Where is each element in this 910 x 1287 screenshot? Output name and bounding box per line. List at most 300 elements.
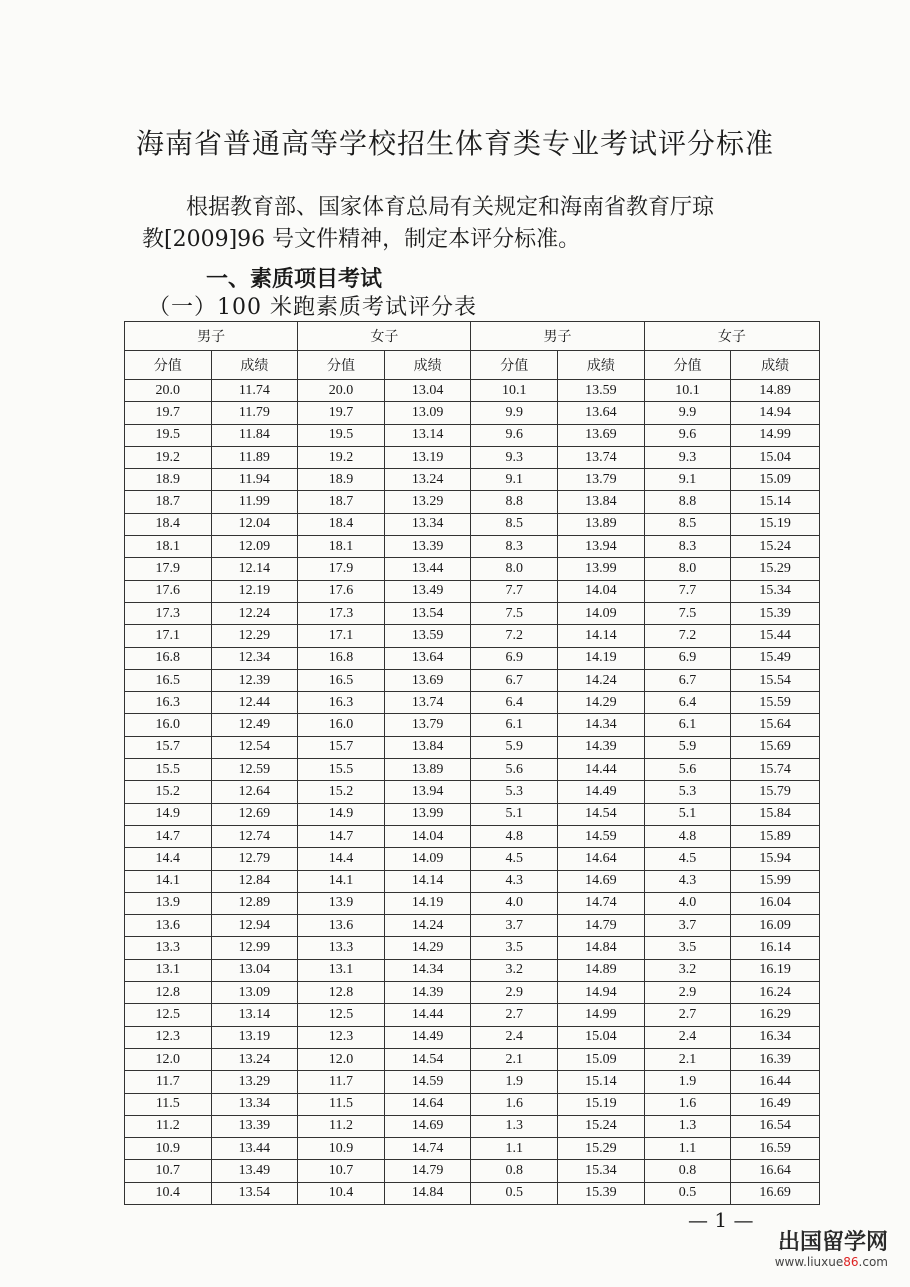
score-cell: 18.1 — [298, 536, 385, 558]
score-cell: 10.7 — [298, 1160, 385, 1182]
score-cell: 15.5 — [125, 759, 212, 781]
score-cell: 1.6 — [471, 1093, 558, 1115]
score-cell: 11.7 — [298, 1071, 385, 1093]
score-cell: 6.9 — [644, 647, 731, 669]
table-row — [125, 892, 820, 914]
result-cell: 15.39 — [731, 602, 820, 624]
score-cell: 0.8 — [644, 1160, 731, 1182]
result-cell: 13.79 — [384, 714, 471, 736]
result-cell: 14.94 — [731, 402, 820, 424]
score-cell: 16.5 — [298, 669, 385, 691]
table-row — [125, 982, 820, 1004]
result-cell: 12.04 — [211, 513, 298, 535]
score-cell: 2.7 — [471, 1004, 558, 1026]
score-cell: 10.9 — [125, 1138, 212, 1160]
table-row — [125, 513, 820, 535]
score-cell: 3.2 — [644, 959, 731, 981]
result-cell: 16.69 — [731, 1182, 820, 1204]
table-row — [125, 870, 820, 892]
score-cell: 7.7 — [471, 580, 558, 602]
score-cell: 4.5 — [471, 848, 558, 870]
table-row — [125, 469, 820, 491]
result-cell: 14.79 — [384, 1160, 471, 1182]
result-cell: 15.59 — [731, 692, 820, 714]
result-cell: 13.94 — [384, 781, 471, 803]
result-cell: 16.24 — [731, 982, 820, 1004]
sub-header-result: 成绩 — [731, 351, 820, 380]
result-cell: 14.44 — [384, 1004, 471, 1026]
result-cell: 14.74 — [384, 1138, 471, 1160]
sub-header-result: 成绩 — [558, 351, 645, 380]
result-cell: 13.94 — [558, 536, 645, 558]
score-cell: 5.3 — [471, 781, 558, 803]
result-cell: 16.54 — [731, 1115, 820, 1137]
result-cell: 11.84 — [211, 424, 298, 446]
table-row — [125, 937, 820, 959]
result-cell: 16.09 — [731, 915, 820, 937]
result-cell: 12.94 — [211, 915, 298, 937]
score-table-body — [125, 380, 820, 1205]
result-cell: 15.24 — [558, 1115, 645, 1137]
score-cell: 12.5 — [125, 1004, 212, 1026]
score-cell: 11.7 — [125, 1071, 212, 1093]
result-cell: 15.19 — [731, 513, 820, 535]
result-cell: 11.79 — [211, 402, 298, 424]
result-cell: 12.89 — [211, 892, 298, 914]
score-cell: 14.1 — [125, 870, 212, 892]
result-cell: 13.39 — [384, 536, 471, 558]
score-cell: 17.6 — [125, 580, 212, 602]
score-cell: 5.1 — [471, 803, 558, 825]
result-cell: 14.79 — [558, 915, 645, 937]
table-sub-header-row — [125, 351, 820, 380]
score-cell: 19.5 — [298, 424, 385, 446]
score-cell: 12.8 — [125, 982, 212, 1004]
result-cell: 15.54 — [731, 669, 820, 691]
score-cell: 15.7 — [298, 736, 385, 758]
result-cell: 14.54 — [558, 803, 645, 825]
site-watermark — [775, 1231, 888, 1269]
result-cell: 13.69 — [558, 424, 645, 446]
sub-header-score: 分值 — [125, 351, 212, 380]
result-cell: 15.84 — [731, 803, 820, 825]
score-cell: 8.5 — [644, 513, 731, 535]
result-cell: 13.84 — [558, 491, 645, 513]
score-cell: 1.3 — [644, 1115, 731, 1137]
score-cell: 4.0 — [471, 892, 558, 914]
score-cell: 17.9 — [125, 558, 212, 580]
result-cell: 13.74 — [384, 692, 471, 714]
result-cell: 14.69 — [384, 1115, 471, 1137]
result-cell: 14.94 — [558, 982, 645, 1004]
score-cell: 12.0 — [125, 1048, 212, 1070]
result-cell: 12.79 — [211, 848, 298, 870]
score-cell: 8.0 — [644, 558, 731, 580]
result-cell: 15.24 — [731, 536, 820, 558]
result-cell: 13.09 — [384, 402, 471, 424]
table-row — [125, 1071, 820, 1093]
result-cell: 14.29 — [558, 692, 645, 714]
table-row — [125, 380, 820, 402]
score-cell: 5.1 — [644, 803, 731, 825]
table-row — [125, 669, 820, 691]
score-cell: 19.2 — [125, 446, 212, 468]
table-row — [125, 1026, 820, 1048]
score-cell: 6.1 — [471, 714, 558, 736]
result-cell: 16.49 — [731, 1093, 820, 1115]
table-row — [125, 1182, 820, 1204]
score-cell: 12.0 — [298, 1048, 385, 1070]
score-cell: 11.5 — [125, 1093, 212, 1115]
score-cell: 3.7 — [644, 915, 731, 937]
result-cell: 13.04 — [211, 959, 298, 981]
result-cell: 16.04 — [731, 892, 820, 914]
score-cell: 4.8 — [644, 825, 731, 847]
table-row — [125, 602, 820, 624]
score-cell: 12.5 — [298, 1004, 385, 1026]
result-cell: 12.64 — [211, 781, 298, 803]
score-cell: 3.2 — [471, 959, 558, 981]
score-cell: 3.7 — [471, 915, 558, 937]
score-cell: 14.9 — [125, 803, 212, 825]
result-cell: 14.34 — [558, 714, 645, 736]
score-cell: 17.1 — [125, 625, 212, 647]
result-cell: 12.49 — [211, 714, 298, 736]
result-cell: 14.89 — [731, 380, 820, 402]
score-cell: 9.1 — [471, 469, 558, 491]
score-cell: 0.8 — [471, 1160, 558, 1182]
table-row — [125, 848, 820, 870]
result-cell: 12.09 — [211, 536, 298, 558]
score-cell: 0.5 — [644, 1182, 731, 1204]
result-cell: 13.39 — [211, 1115, 298, 1137]
score-cell: 9.6 — [471, 424, 558, 446]
result-cell: 12.44 — [211, 692, 298, 714]
result-cell: 13.89 — [384, 759, 471, 781]
score-cell: 5.6 — [644, 759, 731, 781]
table-group-header-row — [125, 322, 820, 351]
result-cell: 14.89 — [558, 959, 645, 981]
score-cell: 4.3 — [471, 870, 558, 892]
score-cell: 9.6 — [644, 424, 731, 446]
result-cell: 13.24 — [384, 469, 471, 491]
watermark-text: 出国留学网 — [777, 1230, 888, 1255]
result-cell: 15.64 — [731, 714, 820, 736]
result-cell: 14.49 — [558, 781, 645, 803]
score-cell: 4.8 — [471, 825, 558, 847]
score-cell: 8.5 — [471, 513, 558, 535]
result-cell: 15.29 — [558, 1138, 645, 1160]
result-cell: 14.59 — [558, 825, 645, 847]
score-cell: 17.6 — [298, 580, 385, 602]
score-cell: 0.5 — [471, 1182, 558, 1204]
result-cell: 14.69 — [558, 870, 645, 892]
score-cell: 2.4 — [471, 1026, 558, 1048]
result-cell: 12.69 — [211, 803, 298, 825]
result-cell: 16.19 — [731, 959, 820, 981]
result-cell: 13.49 — [211, 1160, 298, 1182]
result-cell: 13.29 — [211, 1071, 298, 1093]
table-row — [125, 759, 820, 781]
group-header-male-1: 男子 — [125, 322, 298, 351]
result-cell: 13.64 — [558, 402, 645, 424]
sub-header-score: 分值 — [298, 351, 385, 380]
result-cell: 12.14 — [211, 558, 298, 580]
score-cell: 18.9 — [125, 469, 212, 491]
result-cell: 15.29 — [731, 558, 820, 580]
result-cell: 13.59 — [558, 380, 645, 402]
result-cell: 14.24 — [384, 915, 471, 937]
score-cell: 12.3 — [298, 1026, 385, 1048]
result-cell: 14.99 — [731, 424, 820, 446]
score-cell: 10.4 — [298, 1182, 385, 1204]
score-cell: 13.1 — [125, 959, 212, 981]
score-cell: 16.5 — [125, 669, 212, 691]
score-cell: 2.4 — [644, 1026, 731, 1048]
score-cell: 6.7 — [644, 669, 731, 691]
score-cell: 4.5 — [644, 848, 731, 870]
result-cell: 14.39 — [558, 736, 645, 758]
sub-header-result: 成绩 — [384, 351, 471, 380]
score-cell: 8.3 — [471, 536, 558, 558]
result-cell: 12.59 — [211, 759, 298, 781]
result-cell: 14.09 — [384, 848, 471, 870]
table-row — [125, 1004, 820, 1026]
score-cell: 14.1 — [298, 870, 385, 892]
result-cell: 12.24 — [211, 602, 298, 624]
result-cell: 12.34 — [211, 647, 298, 669]
score-cell: 18.4 — [298, 513, 385, 535]
result-cell: 13.69 — [384, 669, 471, 691]
result-cell: 14.74 — [558, 892, 645, 914]
score-cell: 10.9 — [298, 1138, 385, 1160]
score-cell: 2.1 — [644, 1048, 731, 1070]
result-cell: 15.74 — [731, 759, 820, 781]
intro-paragraph — [142, 192, 782, 256]
result-cell: 14.84 — [558, 937, 645, 959]
result-cell: 15.89 — [731, 825, 820, 847]
result-cell: 15.19 — [558, 1093, 645, 1115]
result-cell: 12.84 — [211, 870, 298, 892]
score-cell: 5.9 — [471, 736, 558, 758]
score-cell: 13.1 — [298, 959, 385, 981]
watermark-url-prefix: www.liuxue — [774, 1255, 844, 1269]
table-row — [125, 580, 820, 602]
score-cell: 9.3 — [471, 446, 558, 468]
score-cell: 17.1 — [298, 625, 385, 647]
score-cell: 19.2 — [298, 446, 385, 468]
score-cell: 1.9 — [471, 1071, 558, 1093]
table-row — [125, 736, 820, 758]
score-cell: 17.9 — [298, 558, 385, 580]
result-cell: 13.74 — [558, 446, 645, 468]
result-cell: 15.09 — [558, 1048, 645, 1070]
section-heading-1: 一、素质项目考试 — [206, 267, 383, 292]
result-cell: 16.14 — [731, 937, 820, 959]
result-cell: 14.84 — [384, 1182, 471, 1204]
result-cell: 13.64 — [384, 647, 471, 669]
score-cell: 12.3 — [125, 1026, 212, 1048]
score-cell: 13.3 — [125, 937, 212, 959]
table-row — [125, 1138, 820, 1160]
result-cell: 15.79 — [731, 781, 820, 803]
result-cell: 14.64 — [384, 1093, 471, 1115]
table-row — [125, 558, 820, 580]
table-row — [125, 625, 820, 647]
score-cell: 15.7 — [125, 736, 212, 758]
result-cell: 13.14 — [211, 1004, 298, 1026]
score-cell: 6.9 — [471, 647, 558, 669]
score-cell: 14.7 — [125, 825, 212, 847]
score-cell: 16.3 — [298, 692, 385, 714]
group-header-male-2: 男子 — [471, 322, 644, 351]
score-cell: 9.9 — [471, 402, 558, 424]
result-cell: 13.99 — [558, 558, 645, 580]
result-cell: 12.74 — [211, 825, 298, 847]
watermark-url-suffix: .com — [858, 1255, 888, 1269]
score-cell: 13.6 — [298, 915, 385, 937]
score-cell: 1.6 — [644, 1093, 731, 1115]
result-cell: 14.14 — [384, 870, 471, 892]
result-cell: 15.44 — [731, 625, 820, 647]
score-cell: 18.7 — [125, 491, 212, 513]
score-cell: 11.2 — [298, 1115, 385, 1137]
score-cell: 16.0 — [298, 714, 385, 736]
result-cell: 16.29 — [731, 1004, 820, 1026]
score-cell: 2.1 — [471, 1048, 558, 1070]
score-cell: 17.3 — [125, 602, 212, 624]
score-cell: 19.5 — [125, 424, 212, 446]
score-cell: 7.7 — [644, 580, 731, 602]
score-cell: 13.9 — [125, 892, 212, 914]
result-cell: 14.04 — [384, 825, 471, 847]
score-cell: 7.5 — [644, 602, 731, 624]
result-cell: 15.94 — [731, 848, 820, 870]
score-cell: 19.7 — [125, 402, 212, 424]
table-row — [125, 915, 820, 937]
intro-line-1: 根据教育部、国家体育总局有关规定和海南省教育厅琼 — [186, 195, 715, 220]
table-row — [125, 959, 820, 981]
score-cell: 6.4 — [644, 692, 731, 714]
table-row — [125, 781, 820, 803]
result-cell: 13.14 — [384, 424, 471, 446]
score-cell: 16.0 — [125, 714, 212, 736]
sub-header-score: 分值 — [471, 351, 558, 380]
score-cell: 7.5 — [471, 602, 558, 624]
score-cell: 16.8 — [298, 647, 385, 669]
result-cell: 13.19 — [211, 1026, 298, 1048]
score-cell: 3.5 — [644, 937, 731, 959]
result-cell: 14.44 — [558, 759, 645, 781]
result-cell: 13.34 — [384, 513, 471, 535]
score-cell: 18.1 — [125, 536, 212, 558]
score-cell: 1.3 — [471, 1115, 558, 1137]
score-cell: 17.3 — [298, 602, 385, 624]
score-cell: 8.3 — [644, 536, 731, 558]
score-cell: 13.6 — [125, 915, 212, 937]
score-cell: 10.1 — [471, 380, 558, 402]
score-cell: 2.9 — [644, 982, 731, 1004]
score-cell: 12.8 — [298, 982, 385, 1004]
score-cell: 18.9 — [298, 469, 385, 491]
score-cell: 18.7 — [298, 491, 385, 513]
table-row — [125, 536, 820, 558]
table-row — [125, 446, 820, 468]
score-cell: 9.1 — [644, 469, 731, 491]
result-cell: 14.19 — [384, 892, 471, 914]
result-cell: 14.29 — [384, 937, 471, 959]
table-row — [125, 1160, 820, 1182]
table-row — [125, 491, 820, 513]
score-cell: 16.3 — [125, 692, 212, 714]
score-cell: 8.8 — [471, 491, 558, 513]
score-cell: 6.4 — [471, 692, 558, 714]
score-cell: 14.7 — [298, 825, 385, 847]
result-cell: 12.39 — [211, 669, 298, 691]
table-row — [125, 692, 820, 714]
score-table — [124, 321, 820, 1205]
result-cell: 16.59 — [731, 1138, 820, 1160]
score-cell: 15.2 — [298, 781, 385, 803]
score-cell: 1.1 — [471, 1138, 558, 1160]
score-cell: 5.9 — [644, 736, 731, 758]
intro-line-2: 教[2009]96 号文件精神，制定本评分标准。 — [142, 227, 581, 252]
result-cell: 15.49 — [731, 647, 820, 669]
group-header-female-2: 女子 — [644, 322, 819, 351]
result-cell: 13.89 — [558, 513, 645, 535]
score-cell: 1.1 — [644, 1138, 731, 1160]
result-cell: 14.09 — [558, 602, 645, 624]
score-cell: 16.8 — [125, 647, 212, 669]
result-cell: 12.54 — [211, 736, 298, 758]
result-cell: 14.99 — [558, 1004, 645, 1026]
score-cell: 11.2 — [125, 1115, 212, 1137]
table-row — [125, 1093, 820, 1115]
group-header-female-1: 女子 — [298, 322, 471, 351]
result-cell: 15.04 — [731, 446, 820, 468]
table-row — [125, 424, 820, 446]
score-cell: 10.4 — [125, 1182, 212, 1204]
score-cell: 6.7 — [471, 669, 558, 691]
result-cell: 14.39 — [384, 982, 471, 1004]
score-cell: 10.7 — [125, 1160, 212, 1182]
score-cell: 14.4 — [298, 848, 385, 870]
result-cell: 13.09 — [211, 982, 298, 1004]
result-cell: 13.34 — [211, 1093, 298, 1115]
result-cell: 13.54 — [384, 602, 471, 624]
table-row — [125, 714, 820, 736]
score-cell: 9.3 — [644, 446, 731, 468]
score-cell: 13.3 — [298, 937, 385, 959]
result-cell: 15.34 — [731, 580, 820, 602]
result-cell: 14.14 — [558, 625, 645, 647]
score-cell: 7.2 — [644, 625, 731, 647]
result-cell: 14.04 — [558, 580, 645, 602]
score-cell: 18.4 — [125, 513, 212, 535]
section-heading-2: （一）100 米跑素质考试评分表 — [148, 295, 477, 320]
result-cell: 13.84 — [384, 736, 471, 758]
result-cell: 13.29 — [384, 491, 471, 513]
result-cell: 15.04 — [558, 1026, 645, 1048]
sub-header-score: 分值 — [644, 351, 731, 380]
result-cell: 13.44 — [384, 558, 471, 580]
score-cell: 20.0 — [125, 380, 212, 402]
table-row — [125, 402, 820, 424]
result-cell: 11.89 — [211, 446, 298, 468]
result-cell: 16.64 — [731, 1160, 820, 1182]
result-cell: 14.19 — [558, 647, 645, 669]
score-cell: 4.3 — [644, 870, 731, 892]
